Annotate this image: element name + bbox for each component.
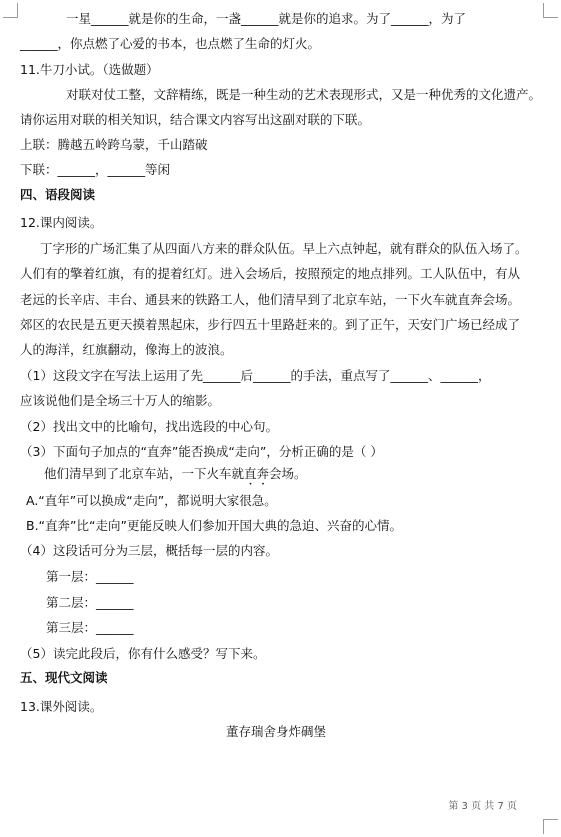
page-number-footer: 第 3 页 共 7 页: [448, 801, 517, 812]
layer-3-blank: 第三层：______: [46, 620, 134, 635]
passage-line-3: 老远的长辛店、丰台、通县来的铁路工人，他们清早到了北京车站，一下火车就直奔会场。: [20, 292, 521, 307]
passage-line-5: 人的海洋，红旗翻动，像海上的波浪。: [20, 342, 233, 357]
quote-after: 会场。: [269, 466, 307, 481]
article-title: 董存瑞舍身炸碉堡: [226, 724, 327, 739]
layer-2-blank: 第二层：______: [46, 595, 134, 610]
sub-question-2: （2）找出文中的比喻句，找出选段的中心句。: [20, 419, 278, 434]
lower-couplet: 下联：______，______等闲: [20, 162, 171, 177]
passage-line-1: 丁字形的广场汇集了从四面八方来的群众队伍。早上六点钟起，就有群众的队伍入场了。: [40, 241, 528, 256]
sub-question-4: （4）这段话可分为三层，概括每一层的内容。: [20, 543, 278, 558]
option-b: B.“直奔”比“走向”更能反映人们参加开国大典的急迫、兴奋的心情。: [26, 518, 402, 533]
q11-intro-line-1: 对联对仗工整，文辞精练，既是一种生动的艺术表现形式，又是一种优秀的文化遗产。: [66, 87, 542, 102]
question-11-title: 11.牛刀小试。（选做题）: [20, 62, 159, 77]
option-a: A.“直年”可以换成“走向”，都说明大家很急。: [26, 493, 277, 508]
sub-question-1-line-2: 应该说他们是全场三十万人的缩影。: [20, 393, 221, 408]
quoted-sentence: [44, 466, 307, 488]
section-5-heading: 五、现代文阅读: [20, 670, 108, 685]
layer-1-blank: 第一层：______: [46, 569, 134, 584]
upper-couplet: 上联：腾越五岭跨乌蒙，千山踏破: [20, 137, 208, 152]
sub-question-1-line-1: （1）这段文字在写法上运用了先______后______的手法，重点写了______、______，: [20, 368, 491, 383]
sub-question-5: （5）读完此段后，你有什么感受？写下来。: [20, 646, 266, 661]
poem-line-2: ______，你点燃了心爱的书本，也点燃了生命的灯火。: [20, 36, 321, 51]
passage-line-4: 郊区的农民是五更天摸着黑起床，步行四五十里路赶来的。到了正午，天安门广场已经成了: [20, 317, 521, 332]
crop-mark-top-right: [543, 3, 558, 18]
question-12-title: 12.课内阅读。: [20, 215, 103, 230]
quote-before: 他们清早到了北京车站，一下火车就: [44, 466, 245, 481]
poem-line-1: 一星______就是你的生命，一盏______就是你的追求。为了______，为了: [66, 11, 467, 26]
sub-question-3: （3）下面句子加点的“直奔”能否换成“走向”，分析正确的是（ ）: [20, 444, 383, 459]
q11-intro-line-2: 请你运用对联的相关知识，结合课文内容写出这副对联的下联。: [20, 112, 371, 127]
question-13-title: 13.课外阅读。: [20, 699, 103, 714]
crop-mark-top-left: [3, 3, 18, 18]
section-4-heading: 四、语段阅读: [20, 187, 96, 202]
quote-dotted-word: 直奔: [244, 466, 270, 481]
crop-mark-bottom-right: [543, 819, 558, 834]
passage-line-2: 人们有的擎着红旗，有的提着红灯。进入会场后，按照预定的地点排列。工人队伍中，有从: [20, 266, 521, 281]
